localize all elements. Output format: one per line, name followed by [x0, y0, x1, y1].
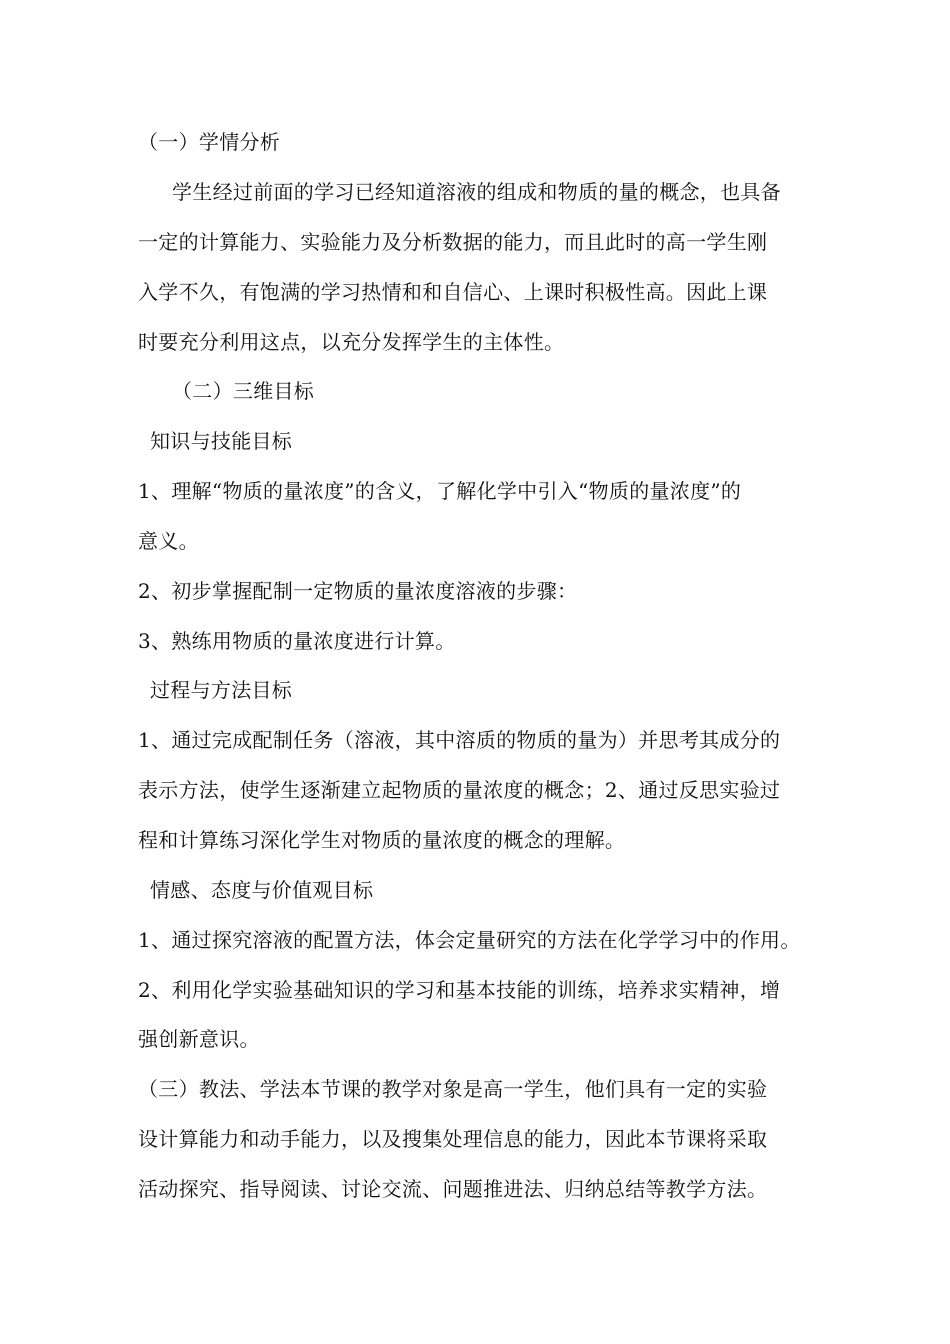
list-item-line: 2、初步掌握配制一定物质的量浓度溶液的步骤： [138, 579, 578, 603]
list-item-line: 1、通过完成配制任务（溶液，其中溶质的物质的量为）并思考其成分的 [138, 728, 781, 752]
subheading-emotion-attitude-values: 情感、态度与价值观目标 [150, 878, 374, 902]
paragraph-line: 设计算能力和动手能力，以及搜集处理信息的能力，因此本节课将采取 [138, 1127, 768, 1151]
list-item-line: 表示方法，使学生逐渐建立起物质的量浓度的概念；2、通过反思实验过 [138, 778, 781, 802]
list-item-line: 1、通过探究溶液的配置方法，体会定量研究的方法在化学学习中的作用。 [138, 928, 801, 952]
list-item-line: 1、理解“物质的量浓度”的含义，了解化学中引入“物质的量浓度”的 [138, 479, 742, 503]
paragraph-line: 活动探究、指导阅读、讨论交流、问题推进法、归纳总结等教学方法。 [138, 1177, 768, 1201]
section-heading-student-analysis: （一）学情分析 [138, 130, 281, 154]
section-heading-three-dimensional-goals: （二）三维目标 [172, 379, 315, 403]
list-item-line: 3、熟练用物质的量浓度进行计算。 [138, 629, 456, 653]
list-item-line: 意义。 [138, 529, 199, 553]
list-item-line: 程和计算练习深化学生对物质的量浓度的概念的理解。 [138, 828, 626, 852]
subheading-process-methods: 过程与方法目标 [150, 678, 293, 702]
list-item-line: 强创新意识。 [138, 1027, 260, 1051]
list-item-line: 2、利用化学实验基础知识的学习和基本技能的训练，培养求实精神，增 [138, 978, 781, 1002]
paragraph-line: 入学不久，有饱满的学习热情和和自信心、上课时积极性高。因此上课 [138, 280, 768, 304]
subheading-knowledge-skills: 知识与技能目标 [150, 429, 293, 453]
paragraph-line: 一定的计算能力、实验能力及分析数据的能力，而且此时的高一学生刚 [138, 230, 768, 254]
paragraph-line: 学生经过前面的学习已经知道溶液的组成和物质的量的概念，也具备 [172, 180, 781, 204]
paragraph-line: 时要充分利用这点，以充分发挥学生的主体性。 [138, 330, 565, 354]
section-heading-teaching-methods: （三）教法、学法本节课的教学对象是高一学生，他们具有一定的实验 [138, 1077, 768, 1101]
